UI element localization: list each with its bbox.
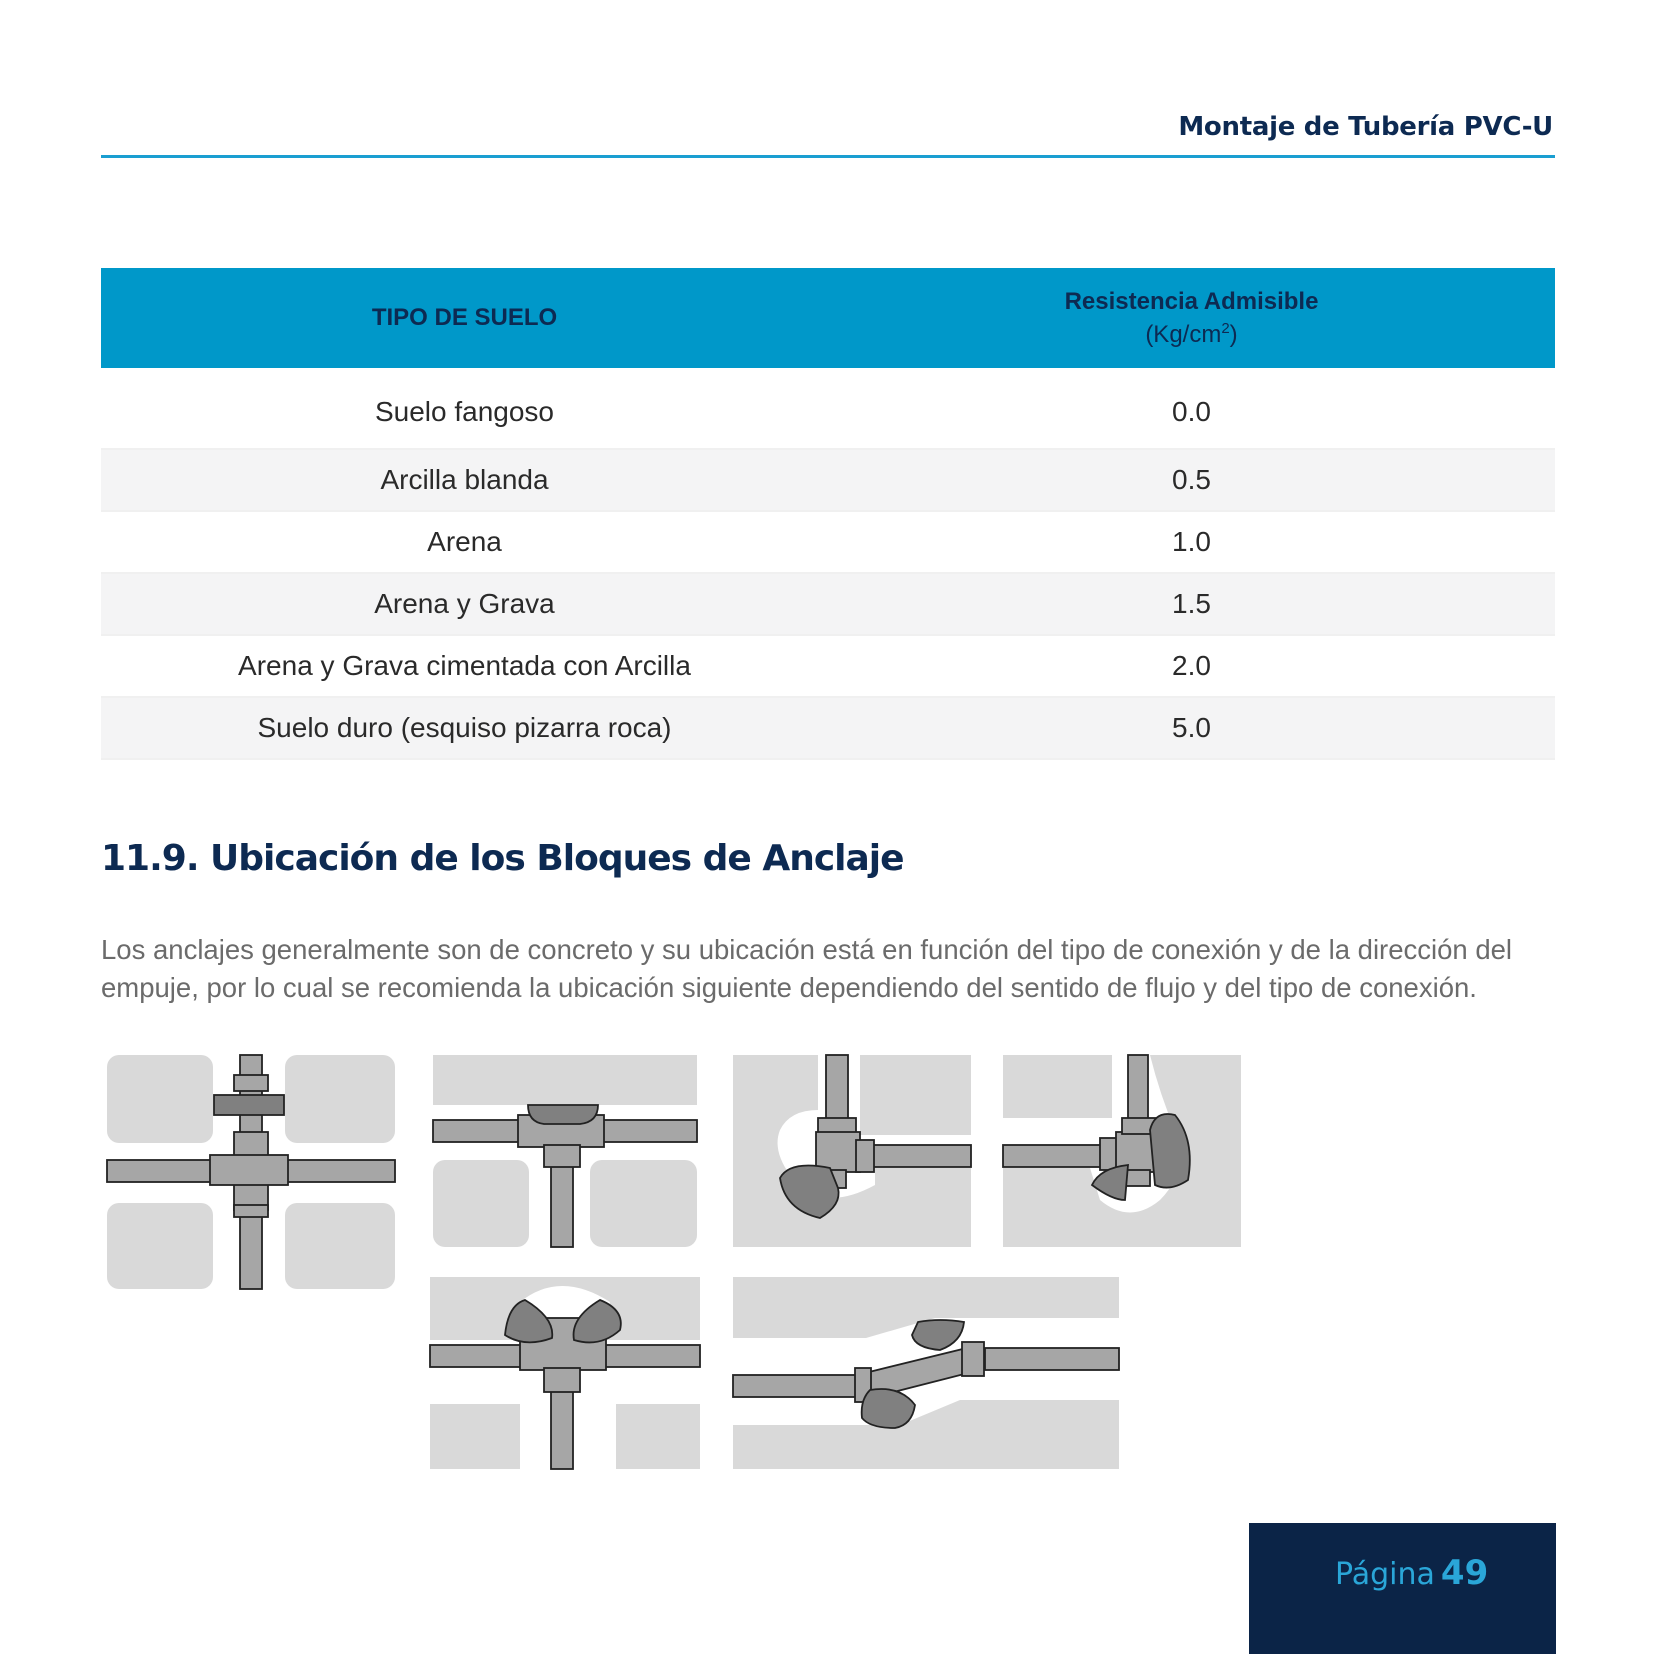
page-label: Página <box>1335 1557 1435 1592</box>
resistance-value-cell: 1.0 <box>828 511 1555 573</box>
header-title: Montaje de Tubería PVC-U <box>1178 112 1553 142</box>
column-header-soil-type: TIPO DE SUELO <box>101 268 828 368</box>
resistance-value-cell: 1.5 <box>828 573 1555 635</box>
soil-type-cell: Arena y Grava <box>101 573 828 635</box>
resistance-value-cell: 5.0 <box>828 697 1555 759</box>
resistance-header-label: Resistencia Admisible <box>1064 287 1319 315</box>
diagram-tee-double-block <box>430 1277 700 1469</box>
anchor-block <box>528 1105 598 1124</box>
soil-type-cell: Suelo duro (esquiso pizarra roca) <box>101 697 828 759</box>
soil-type-cell: Suelo fangoso <box>101 368 828 449</box>
soil-type-cell: Arena <box>101 511 828 573</box>
diagram-offset-fitting <box>733 1277 1119 1469</box>
section-title: 11.9. Ubicación de los Bloques de Anclaje <box>101 838 904 879</box>
soil-type-cell: Arena y Grava cimentada con Arcilla <box>101 635 828 697</box>
resistance-value-cell: 0.5 <box>828 449 1555 511</box>
section-body-text: Los anclajes generalmente son de concreto y su ubicación está en función del tipo de conexión y de la dirección del empuje, por lo cual se recomienda la ubicación siguiente dependiendo del sentido de flujo y del tipo de conexión. <box>101 934 1513 1003</box>
resistance-header-unit: $(Kg/cm^2)$ <box>1145 319 1238 348</box>
resistance-value-cell: 2.0 <box>828 635 1555 697</box>
diagram-tee-fitting <box>433 1055 697 1247</box>
diagram-elbow-fitting <box>733 1055 971 1247</box>
page-number: 49 <box>1440 1553 1489 1593</box>
resistance-value-cell: 0.0 <box>828 368 1555 449</box>
anchor-block <box>214 1095 284 1115</box>
page-indicator <box>1335 1553 1488 1593</box>
soil-type-cell: Arcilla blanda <box>101 449 828 511</box>
diagram-elbow-fitting-reverse <box>1003 1055 1241 1247</box>
diagram-cross-fitting <box>107 1055 395 1289</box>
